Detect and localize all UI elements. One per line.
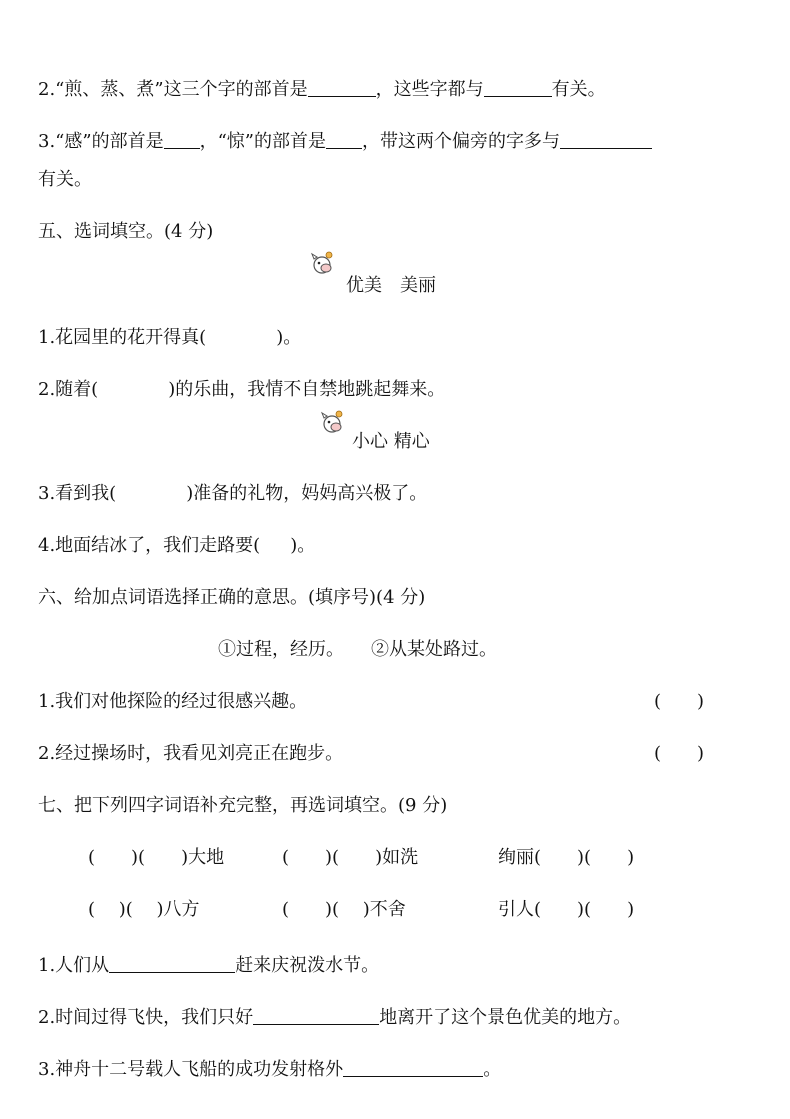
word-choices-1: 优美 美丽	[346, 275, 436, 296]
answer-blank[interactable]	[308, 78, 376, 97]
question-6-2: 2.经过操场时，我看见刘亮正在跑步。	[38, 743, 344, 764]
question-4-3-cont: 有关。	[38, 169, 92, 190]
answer-blank[interactable]	[253, 1006, 379, 1025]
idiom-blank[interactable]: ( )( )不舍	[282, 899, 406, 920]
question-4-2: 2.“煎、蒸、煮”这三个字的部首是 ，这些字都与 有关。	[38, 79, 606, 100]
cartoon-animal-icon	[308, 249, 338, 277]
question-7-3: 3.神舟十二号载人飞船的成功发射格外 。	[38, 1059, 502, 1080]
idiom-blank[interactable]: ( )( )如洗	[282, 847, 419, 868]
section-7-title: 七、把下列四字词语补充完整，再选词填空。(9 分)	[38, 795, 448, 816]
answer-paren[interactable]: ( )	[653, 743, 704, 764]
question-4-3: 3.“感”的部首是 ，“惊”的部首是 ，带这两个偏旁的字多与	[38, 130, 652, 154]
word-choices-2: 小心 精心	[352, 431, 430, 452]
meaning-options: ①过程，经历。 ②从某处路过。	[218, 639, 497, 660]
question-7-1: 1.人们从 赶来庆祝泼水节。	[38, 955, 380, 976]
question-6-1: 1.我们对他探险的经过很感兴趣。	[38, 691, 308, 712]
answer-blank[interactable]	[560, 130, 652, 149]
idiom-blank[interactable]: 绚丽( )( )	[498, 847, 635, 868]
section-6-title: 六、给加点词语选择正确的意思。(填序号)(4 分)	[38, 587, 426, 608]
question-5-1: 1.花园里的花开得真( )。	[38, 327, 302, 348]
answer-paren[interactable]: ( )	[653, 691, 704, 712]
idiom-blank[interactable]: 引人( )( )	[498, 899, 635, 920]
question-7-2: 2.时间过得飞快，我们只好 地离开了这个景色优美的地方。	[38, 1007, 632, 1028]
answer-blank[interactable]	[109, 954, 235, 973]
question-5-2: 2.随着( )的乐曲，我情不自禁地跳起舞来。	[38, 379, 446, 400]
question-5-3: 3.看到我( )准备的礼物，妈妈高兴极了。	[38, 483, 428, 504]
answer-blank[interactable]	[343, 1058, 483, 1077]
answer-blank[interactable]	[326, 130, 362, 149]
answer-blank[interactable]	[484, 78, 552, 97]
idiom-blank[interactable]: ( )( )八方	[88, 899, 200, 920]
question-5-4: 4.地面结冰了，我们走路要( )。	[38, 535, 316, 556]
idiom-blank[interactable]: ( )( )大地	[88, 847, 225, 868]
answer-blank[interactable]	[164, 130, 200, 149]
cartoon-animal-icon	[318, 408, 348, 436]
section-5-title: 五、选词填空。(4 分)	[38, 221, 214, 242]
